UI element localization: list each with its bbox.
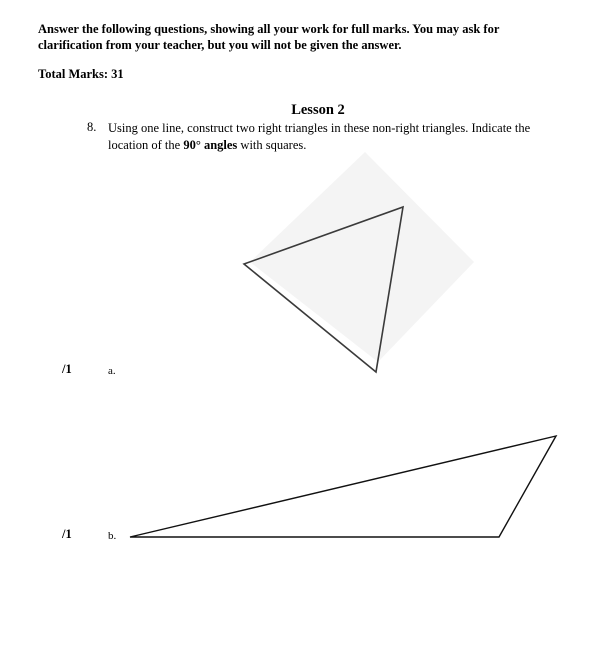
question-text-after: with squares. — [237, 138, 307, 152]
question-text — [108, 120, 558, 154]
instructions-text: Answer the following questions, showing all your work for full marks. You may ask for clarification from your teacher, but you will not be given the answer. — [38, 22, 500, 52]
question-number: 8. — [87, 120, 97, 134]
part-b-label: b. — [108, 530, 117, 542]
lesson-title: Lesson 2 — [291, 102, 345, 118]
part-a-mark: /1 — [62, 362, 72, 376]
part-a-label: a. — [108, 365, 116, 377]
triangle-a — [244, 207, 403, 372]
question-bold-text: 90° angles — [183, 138, 238, 152]
question-text-before: Using one line, construct two right triangles in these non-right triangles. Indicate the location of the — [108, 121, 531, 152]
triangle-b — [130, 436, 556, 537]
triangle-a-shadow — [250, 152, 474, 362]
total-marks: Total Marks: 31 — [38, 67, 124, 81]
part-b-mark: /1 — [62, 527, 72, 541]
